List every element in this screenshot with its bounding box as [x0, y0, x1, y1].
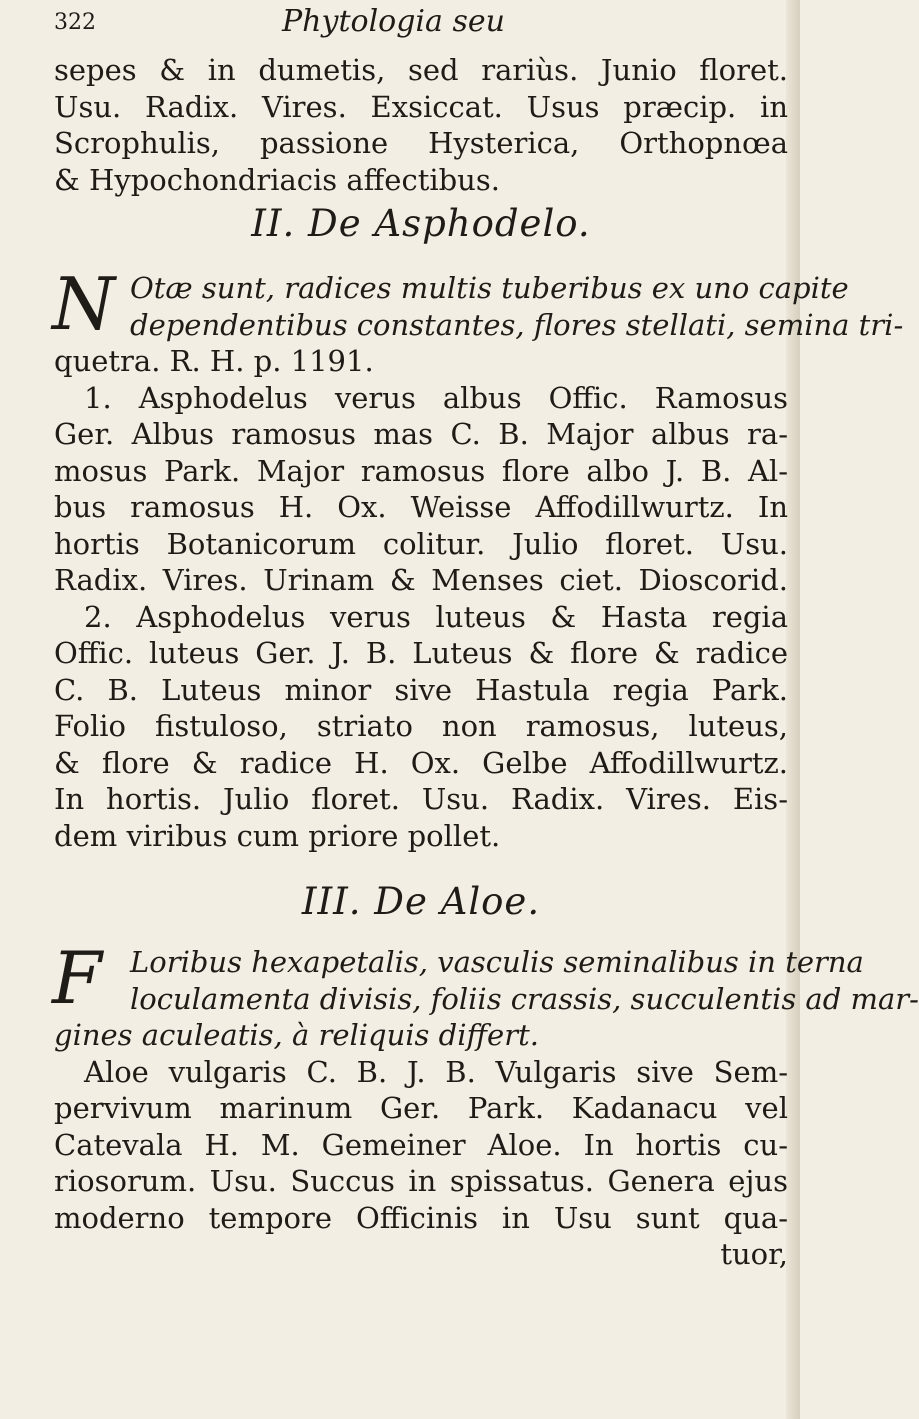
text-line: Scrophulis, passione Hysterica, Orthopnœa [54, 126, 788, 160]
heading-2-wrap [54, 202, 788, 252]
text-line: loculamenta divisis, foliis crassis, succulentis ad mar- [130, 981, 919, 1016]
text-line: Otæ sunt, radices multis tuberibus ex uno capite [130, 271, 849, 305]
text-line: riosorum. Usu. Succus in spissatus. Genera ejus [54, 1164, 788, 1198]
text-line: 2. Asphodelus verus luteus & Hasta regia [84, 599, 788, 634]
text-line: dependentibus constantes, flores stellati, semina tri- [130, 307, 904, 342]
heading-3-wrap [54, 880, 788, 930]
text-line: Ger. Albus ramosus mas C. B. Major albus ra- [54, 417, 788, 451]
text-line: 1. Asphodelus verus albus Offic. Ramosus [84, 380, 788, 415]
text-line: gines aculeatis, à reliquis differt. [54, 1018, 539, 1052]
text-line: tuor, [720, 1237, 788, 1271]
text-line: Usu. Radix. Vires. Exsiccat. Usus præcip. in [54, 89, 788, 124]
section-1-text [54, 52, 788, 198]
text-line: Aloe vulgaris C. B. J. B. Vulgaris sive Sem- [84, 1054, 788, 1089]
text-line: mosus Park. Major ramosus flore albo J. B. Al- [54, 453, 788, 488]
drop-cap: F [52, 936, 102, 1020]
page-edge [786, 0, 800, 1419]
text-line: moderno tempore Officinis in Usu sunt qua- [54, 1200, 788, 1235]
page-number: 322 [54, 10, 96, 35]
text-line: Catevala H. M. Gemeiner Aloe. In hortis cu- [54, 1127, 788, 1162]
text-line: & flore & radice H. Ox. Gelbe Affodillwurtz. [54, 745, 788, 780]
running-title: Phytologia seu [282, 4, 505, 39]
section-3-text [52, 936, 919, 1273]
section-heading: II. De Asphodelo. [251, 202, 591, 245]
text-line: Radix. Vires. Urinam & Menses ciet. Dioscorid. [54, 563, 788, 597]
text-line: C. B. Luteus minor sive Hastula regia Park. [54, 672, 788, 707]
section-heading: III. De Aloe. [301, 880, 541, 923]
text-line: bus ramosus H. Ox. Weisse Affodillwurtz. In [54, 490, 788, 524]
text-line: Offic. luteus Ger. J. B. Luteus & flore & radice [54, 636, 788, 670]
section-2-text [52, 262, 904, 854]
text-line: In hortis. Julio floret. Usu. Radix. Vires. Eis- [54, 782, 788, 816]
drop-cap: N [52, 262, 115, 346]
text-line: hortis Botanicorum colitur. Julio floret. Usu. [54, 526, 788, 561]
text-line: quetra. R. H. p. 1191. [54, 344, 374, 378]
text-line: pervivum marinum Ger. Park. Kadanacu vel [54, 1091, 788, 1125]
text-line: dem viribus cum priore pollet. [54, 818, 501, 853]
running-header [54, 2, 734, 46]
text-line: Loribus hexapetalis, vasculis seminalibus in terna [130, 945, 864, 979]
text-line: Folio fistuloso, striato non ramosus, luteus, [54, 709, 788, 743]
text-line: sepes & in dumetis, sed rariùs. Junio floret. [54, 53, 788, 87]
text-line: & Hypochondriacis affectibus. [54, 162, 500, 197]
